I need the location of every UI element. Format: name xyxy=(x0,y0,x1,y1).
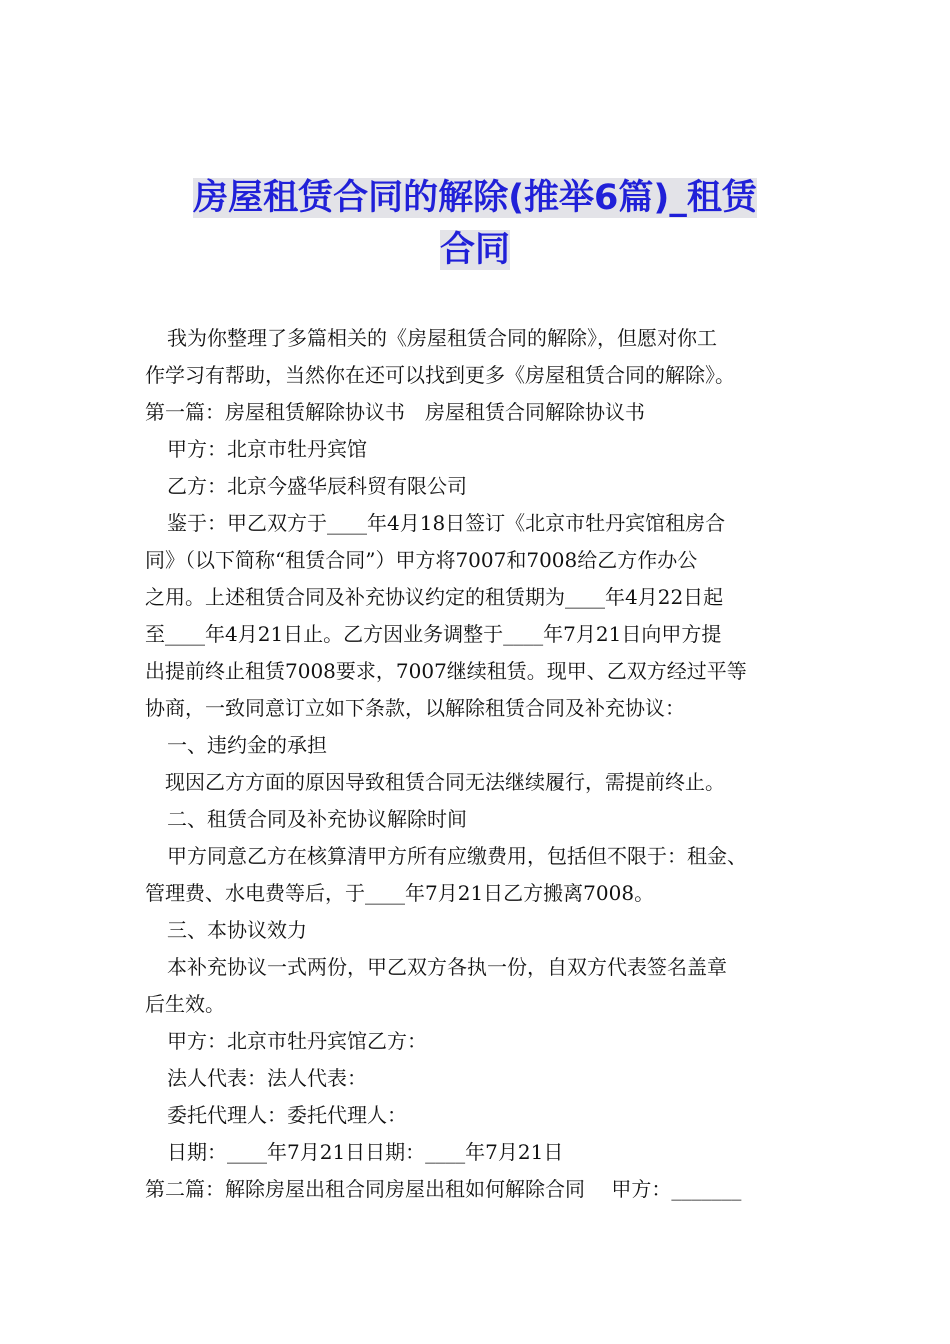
whereas-line-5: 出提前终止租赁7008要求，7007继续租赁。现甲、乙双方经过平等 xyxy=(145,659,747,683)
document-body xyxy=(145,320,810,1208)
whereas-line-1: 鉴于：甲乙双方于____年4月18日签订《北京市牡丹宾馆租房合 xyxy=(167,511,726,535)
signature-legal-rep: 法人代表：法人代表： xyxy=(167,1066,367,1090)
clause-2-line-1: 甲方同意乙方在核算清甲方所有应缴费用，包括但不限于：租金、 xyxy=(167,844,747,868)
document-title xyxy=(145,172,805,276)
section-heading-2: 第二篇：解除房屋出租合同房屋出租如何解除合同 甲方：_______ xyxy=(145,1177,742,1201)
party-a: 甲方：北京市牡丹宾馆 xyxy=(167,437,367,461)
clause-2-line-2: 管理费、水电费等后，于____年7月21日乙方搬离7008。 xyxy=(145,881,655,905)
whereas-line-2: 同》（以下简称“租赁合同”）甲方将7007和7008给乙方作办公 xyxy=(145,548,698,572)
clause-heading-3: 三、本协议效力 xyxy=(167,918,307,942)
clause-3-line-2: 后生效。 xyxy=(145,992,225,1016)
signature-parties: 甲方：北京市牡丹宾馆乙方： xyxy=(167,1029,427,1053)
whereas-line-3: 之用。上述租赁合同及补充协议约定的租赁期为____年4月22日起 xyxy=(145,585,724,609)
section-heading-1: 第一篇：房屋租赁解除协议书 房屋租赁合同解除协议书 xyxy=(145,400,645,424)
whereas-line-4: 至____年4月21日止。乙方因业务调整于____年7月21日向甲方提 xyxy=(145,622,722,646)
title-line-1: 房屋租赁合同的解除(推举6篇)_租赁 xyxy=(193,178,757,218)
intro-line-1: 我为你整理了多篇相关的《房屋租赁合同的解除》，但愿对你工 xyxy=(167,326,717,350)
party-b: 乙方：北京今盛华辰科贸有限公司 xyxy=(167,474,467,498)
signature-date: 日期：____年7月21日日期：____年7月21日 xyxy=(167,1140,564,1164)
clause-3-line-1: 本补充协议一式两份，甲乙双方各执一份，自双方代表签名盖章 xyxy=(167,955,727,979)
clause-heading-1: 一、违约金的承担 xyxy=(167,733,327,757)
clause-1-text: 现因乙方方面的原因导致租赁合同无法继续履行，需提前终止。 xyxy=(165,770,725,794)
title-line-2: 合同 xyxy=(439,230,510,270)
clause-heading-2: 二、租赁合同及补充协议解除时间 xyxy=(167,807,467,831)
signature-agent: 委托代理人：委托代理人： xyxy=(167,1103,407,1127)
whereas-line-6: 协商，一致同意订立如下条款，以解除租赁合同及补充协议： xyxy=(145,696,685,720)
intro-line-2: 作学习有帮助，当然你在还可以找到更多《房屋租赁合同的解除》。 xyxy=(145,363,735,387)
